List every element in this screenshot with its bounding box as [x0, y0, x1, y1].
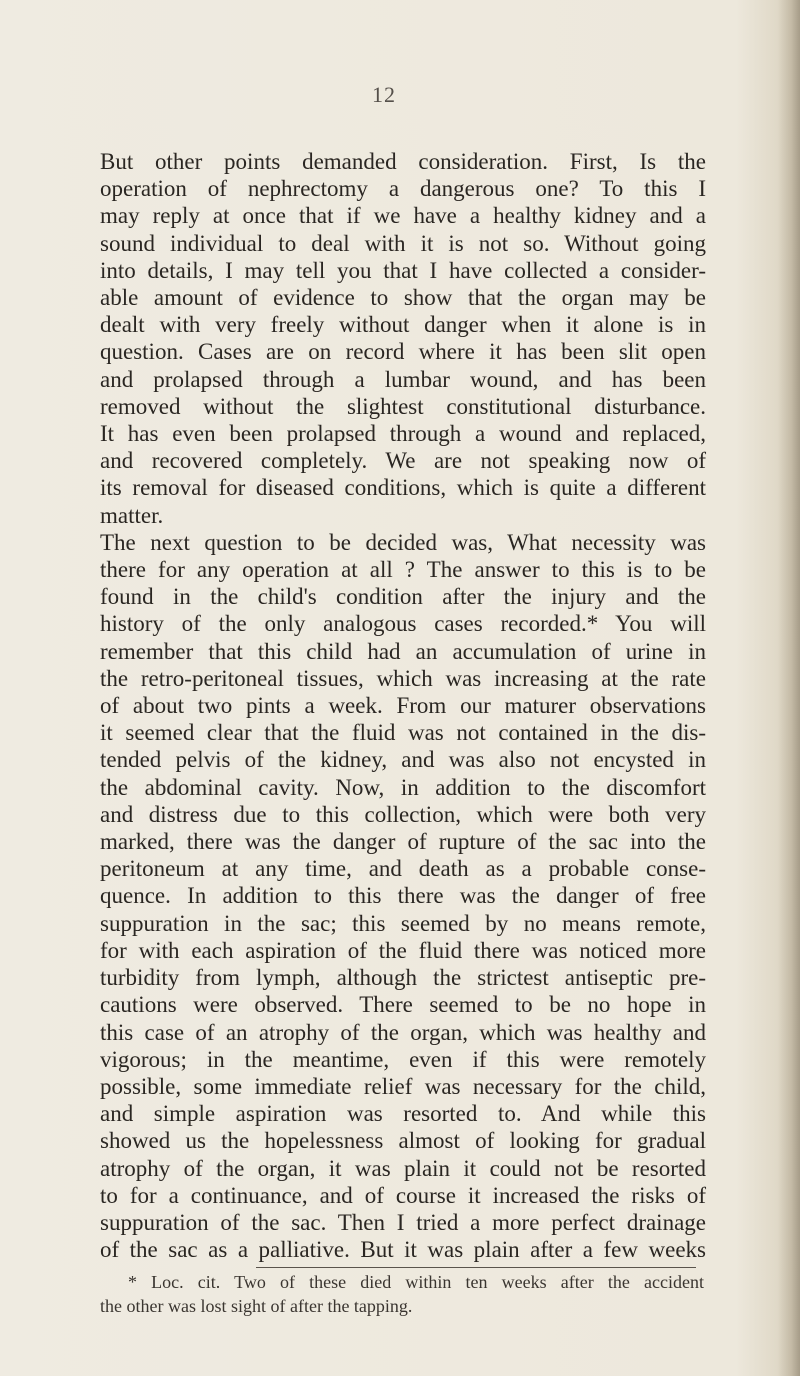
text-line: for with each aspiration of the fluid there was noticed more: [100, 937, 706, 963]
text-line: removed without the slightest constitutional disturbance.: [100, 393, 706, 419]
text-line: and simple aspiration was resorted to. And while this: [100, 1101, 706, 1127]
text-line: remember that this child had an accumulation of urine in: [100, 638, 706, 664]
text-line: and recovered completely. We are not speaking now of: [100, 448, 706, 474]
text-line: it seemed clear that the fluid was not contained in the dis-: [100, 720, 706, 746]
text-line: the abdominal cavity. Now, in addition to the discomfort: [100, 774, 706, 800]
text-line: this case of an atrophy of the organ, which was healthy and: [100, 1019, 706, 1045]
text-line: turbidity from lymph, although the strictest antiseptic pre-: [100, 965, 706, 991]
text-line: The next question to be decided was, What necessity was: [100, 529, 706, 555]
text-line: matter.: [100, 502, 164, 528]
text-line: atrophy of the organ, it was plain it could not be resorted: [100, 1155, 706, 1181]
text-line: quence. In addition to this there was the danger of free: [100, 883, 706, 909]
text-line: tended pelvis of the kidney, and was also not encysted in: [100, 747, 706, 773]
text-line: and prolapsed through a lumbar wound, and has been: [100, 366, 706, 392]
text-line: may reply at once that if we have a healthy kidney and a: [100, 203, 706, 229]
text-line: its removal for diseased conditions, which is quite a different: [100, 475, 706, 501]
text-line: of the sac as a palliative. But it was plain after a few weeks: [100, 1237, 706, 1263]
text-line: the retro-peritoneal tissues, which was increasing at the rate: [100, 665, 706, 691]
footnote-line: the other was lost sight of after the tapping.: [100, 1296, 413, 1316]
text-line: But other points demanded consideration. First, Is the: [100, 149, 706, 174]
text-line: showed us the hopelessness almost of looking for gradual: [100, 1128, 706, 1154]
text-line: operation of nephrectomy a dangerous one? To this I: [100, 176, 706, 202]
text-line: peritoneum at any time, and death as a probable conse-: [100, 856, 706, 882]
text-line: It has even been prolapsed through a wound and replaced,: [100, 421, 706, 447]
text-line: history of the only analogous cases recorded.* You will: [100, 611, 706, 637]
text-line: suppuration in the sac; this seemed by no means remote,: [100, 910, 706, 936]
text-line: possible, some immediate relief was necessary for the child,: [100, 1073, 706, 1099]
text-line: cautions were observed. There seemed to be no hope in: [100, 992, 706, 1018]
text-line: and distress due to this collection, which were both very: [100, 801, 706, 827]
text-line: there for any operation at all ? The answer to this is to be: [100, 557, 706, 583]
text-line: to for a continuance, and of course it increased the risks of: [100, 1182, 706, 1208]
text-line: question. Cases are on record where it has been slit open: [100, 339, 706, 365]
footnote-divider: [256, 1267, 696, 1268]
text-line: vigorous; in the meantime, even if this were remotely: [100, 1046, 706, 1072]
text-line: marked, there was the danger of rupture of the sac into the: [100, 829, 706, 855]
text-line: suppuration of the sac. Then I tried a more perfect drainage: [100, 1209, 706, 1235]
page-number: 12: [372, 82, 396, 107]
text-line: dealt with very freely without danger when it alone is in: [100, 312, 706, 338]
text-line: found in the child's condition after the injury and the: [100, 584, 706, 610]
text-line: able amount of evidence to show that the organ may be: [100, 285, 706, 311]
body-text: [100, 148, 706, 1263]
page-edge-shadow: [778, 0, 800, 1376]
text-line: of about two pints a week. From our maturer observations: [100, 693, 706, 719]
footnote: [100, 1270, 704, 1318]
footnote-line: * Loc. cit. Two of these died within ten weeks after the accident: [128, 1272, 704, 1292]
text-line: sound individual to deal with it is not so. Without going: [100, 230, 706, 256]
text-line: into details, I may tell you that I have collected a consider-: [100, 257, 706, 283]
